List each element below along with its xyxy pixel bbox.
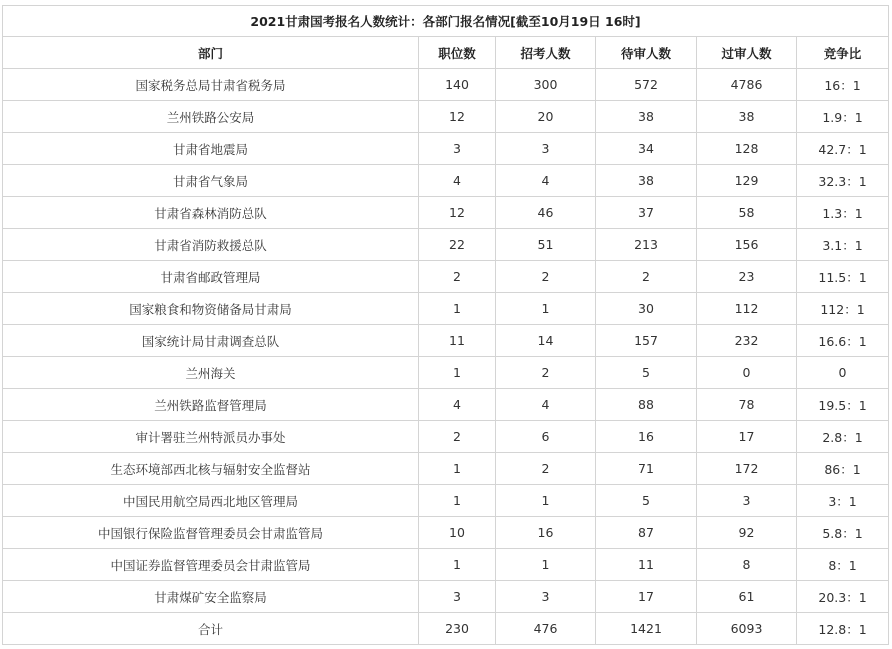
- cell-department: 甘肃省消防救援总队: [3, 229, 419, 261]
- cell-recruits: 300: [496, 69, 596, 101]
- cell-positions: 4: [419, 389, 496, 421]
- cell-recruits: 14: [496, 325, 596, 357]
- cell-department: 国家粮食和物资储备局甘肃局: [3, 293, 419, 325]
- table-row: [3, 69, 889, 101]
- cell-pending: 213: [596, 229, 697, 261]
- cell-approved: 129: [697, 165, 797, 197]
- table-row: [3, 133, 889, 165]
- cell-pending: 30: [596, 293, 697, 325]
- cell-positions: 10: [419, 517, 496, 549]
- cell-pending: 34: [596, 133, 697, 165]
- cell-competition-ratio: 5.8：1: [797, 517, 889, 549]
- table-row: [3, 325, 889, 357]
- cell-recruits: 1: [496, 485, 596, 517]
- table-row: [3, 293, 889, 325]
- cell-approved: 112: [697, 293, 797, 325]
- cell-pending: 1421: [596, 613, 697, 645]
- stats-table-container: [2, 5, 888, 645]
- cell-positions: 12: [419, 101, 496, 133]
- cell-recruits: 20: [496, 101, 596, 133]
- cell-recruits: 2: [496, 453, 596, 485]
- cell-recruits: 51: [496, 229, 596, 261]
- cell-positions: 1: [419, 357, 496, 389]
- header-positions: 职位数: [419, 37, 496, 69]
- cell-department: 合计: [3, 613, 419, 645]
- cell-recruits: 46: [496, 197, 596, 229]
- table-row: [3, 261, 889, 293]
- table-row: [3, 517, 889, 549]
- registration-stats-table: [2, 5, 889, 645]
- cell-department: 国家税务总局甘肃省税务局: [3, 69, 419, 101]
- cell-positions: 1: [419, 453, 496, 485]
- cell-approved: 232: [697, 325, 797, 357]
- header-approved: 过审人数: [697, 37, 797, 69]
- header-competition-ratio: 竞争比: [797, 37, 889, 69]
- cell-department: 中国证券监督管理委员会甘肃监管局: [3, 549, 419, 581]
- cell-competition-ratio: 3：1: [797, 485, 889, 517]
- cell-department: 国家统计局甘肃调查总队: [3, 325, 419, 357]
- cell-department: 审计署驻兰州特派员办事处: [3, 421, 419, 453]
- cell-competition-ratio: 19.5：1: [797, 389, 889, 421]
- cell-approved: 172: [697, 453, 797, 485]
- cell-positions: 1: [419, 549, 496, 581]
- cell-pending: 38: [596, 165, 697, 197]
- table-row: [3, 581, 889, 613]
- cell-recruits: 16: [496, 517, 596, 549]
- cell-recruits: 3: [496, 133, 596, 165]
- cell-competition-ratio: 3.1：1: [797, 229, 889, 261]
- cell-positions: 3: [419, 581, 496, 613]
- cell-approved: 4786: [697, 69, 797, 101]
- cell-recruits: 1: [496, 549, 596, 581]
- table-title: 2021甘肃国考报名人数统计：各部门报名情况[截至10月19日 16时]: [3, 6, 889, 37]
- cell-competition-ratio: 20.3：1: [797, 581, 889, 613]
- cell-competition-ratio: 1.9：1: [797, 101, 889, 133]
- cell-positions: 12: [419, 197, 496, 229]
- table-header-row: [3, 37, 889, 69]
- cell-competition-ratio: 8：1: [797, 549, 889, 581]
- cell-positions: 2: [419, 421, 496, 453]
- cell-competition-ratio: 32.3：1: [797, 165, 889, 197]
- cell-pending: 157: [596, 325, 697, 357]
- cell-recruits: 6: [496, 421, 596, 453]
- cell-pending: 5: [596, 357, 697, 389]
- cell-department: 兰州铁路监督管理局: [3, 389, 419, 421]
- table-row: [3, 421, 889, 453]
- cell-approved: 58: [697, 197, 797, 229]
- cell-department: 中国银行保险监督管理委员会甘肃监管局: [3, 517, 419, 549]
- cell-approved: 0: [697, 357, 797, 389]
- cell-approved: 8: [697, 549, 797, 581]
- cell-department: 甘肃省地震局: [3, 133, 419, 165]
- table-row: [3, 453, 889, 485]
- cell-recruits: 1: [496, 293, 596, 325]
- cell-approved: 92: [697, 517, 797, 549]
- cell-competition-ratio: 112：1: [797, 293, 889, 325]
- cell-recruits: 4: [496, 165, 596, 197]
- cell-pending: 87: [596, 517, 697, 549]
- cell-recruits: 3: [496, 581, 596, 613]
- cell-approved: 156: [697, 229, 797, 261]
- cell-department: 甘肃省气象局: [3, 165, 419, 197]
- cell-recruits: 476: [496, 613, 596, 645]
- cell-pending: 11: [596, 549, 697, 581]
- cell-competition-ratio: 11.5：1: [797, 261, 889, 293]
- cell-approved: 3: [697, 485, 797, 517]
- cell-pending: 71: [596, 453, 697, 485]
- header-department: 部门: [3, 37, 419, 69]
- cell-pending: 16: [596, 421, 697, 453]
- cell-approved: 61: [697, 581, 797, 613]
- header-recruits: 招考人数: [496, 37, 596, 69]
- cell-approved: 17: [697, 421, 797, 453]
- cell-positions: 22: [419, 229, 496, 261]
- cell-approved: 128: [697, 133, 797, 165]
- table-row: [3, 101, 889, 133]
- cell-department: 生态环境部西北核与辐射安全监督站: [3, 453, 419, 485]
- cell-pending: 17: [596, 581, 697, 613]
- cell-positions: 230: [419, 613, 496, 645]
- table-row: [3, 229, 889, 261]
- cell-pending: 2: [596, 261, 697, 293]
- cell-pending: 88: [596, 389, 697, 421]
- table-row: [3, 165, 889, 197]
- cell-department: 甘肃省森林消防总队: [3, 197, 419, 229]
- table-body: [3, 69, 889, 645]
- cell-competition-ratio: 42.7：1: [797, 133, 889, 165]
- cell-approved: 78: [697, 389, 797, 421]
- cell-department: 中国民用航空局西北地区管理局: [3, 485, 419, 517]
- cell-pending: 572: [596, 69, 697, 101]
- table-row: [3, 389, 889, 421]
- table-total-row: [3, 613, 889, 645]
- table-row: [3, 485, 889, 517]
- cell-competition-ratio: 2.8：1: [797, 421, 889, 453]
- cell-pending: 5: [596, 485, 697, 517]
- cell-pending: 37: [596, 197, 697, 229]
- cell-positions: 4: [419, 165, 496, 197]
- table-row: [3, 357, 889, 389]
- cell-recruits: 2: [496, 357, 596, 389]
- cell-positions: 3: [419, 133, 496, 165]
- cell-recruits: 2: [496, 261, 596, 293]
- header-pending: 待审人数: [596, 37, 697, 69]
- cell-approved: 6093: [697, 613, 797, 645]
- cell-positions: 140: [419, 69, 496, 101]
- cell-positions: 2: [419, 261, 496, 293]
- cell-department: 甘肃煤矿安全监察局: [3, 581, 419, 613]
- cell-department: 兰州海关: [3, 357, 419, 389]
- cell-recruits: 4: [496, 389, 596, 421]
- cell-approved: 38: [697, 101, 797, 133]
- cell-department: 兰州铁路公安局: [3, 101, 419, 133]
- cell-positions: 1: [419, 293, 496, 325]
- cell-competition-ratio: 12.8：1: [797, 613, 889, 645]
- cell-competition-ratio: 86：1: [797, 453, 889, 485]
- table-row: [3, 549, 889, 581]
- cell-competition-ratio: 16.6：1: [797, 325, 889, 357]
- cell-pending: 38: [596, 101, 697, 133]
- cell-positions: 1: [419, 485, 496, 517]
- cell-competition-ratio: 0: [797, 357, 889, 389]
- cell-competition-ratio: 1.3：1: [797, 197, 889, 229]
- table-row: [3, 197, 889, 229]
- cell-approved: 23: [697, 261, 797, 293]
- cell-positions: 11: [419, 325, 496, 357]
- cell-department: 甘肃省邮政管理局: [3, 261, 419, 293]
- cell-competition-ratio: 16：1: [797, 69, 889, 101]
